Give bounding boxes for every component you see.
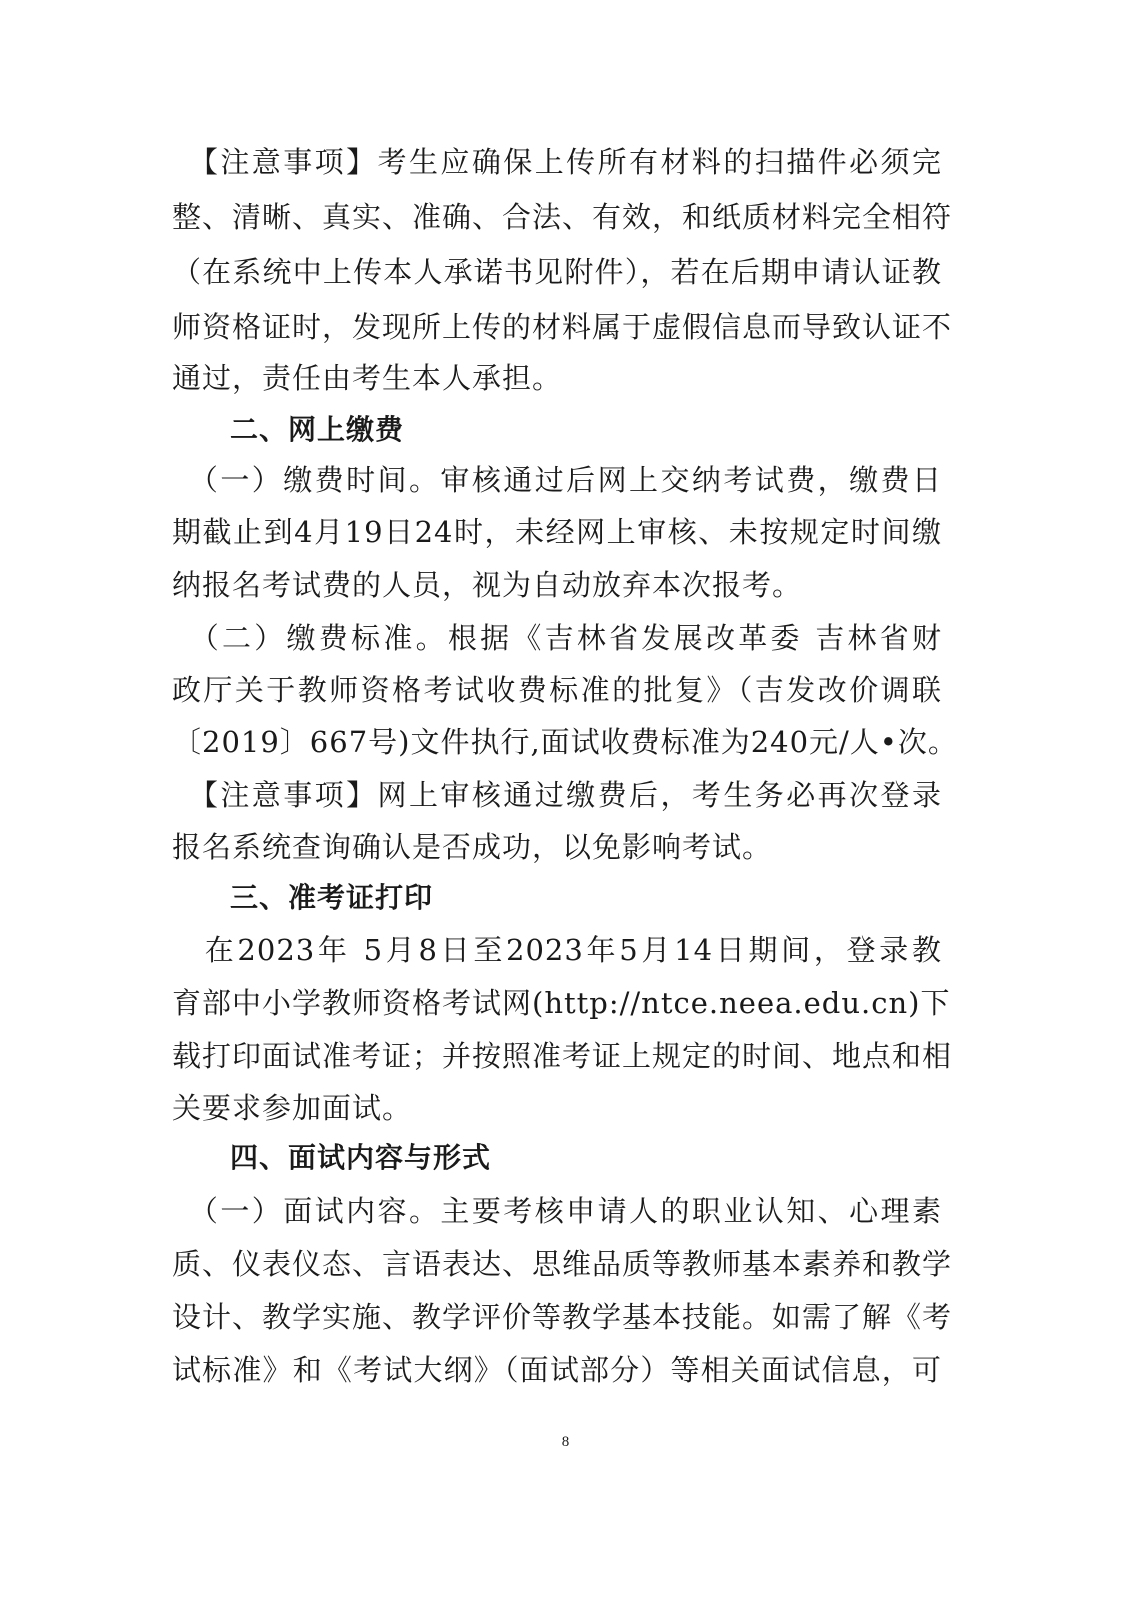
paragraph-line: 育部中小学教师资格考试网(http://ntce.neea.edu.cn)下: [172, 986, 951, 1020]
paragraph-line: 政厅关于教师资格考试收费标准的批复》（吉发改价调联: [172, 673, 942, 707]
paragraph-line: 关要求参加面试。: [172, 1091, 413, 1125]
section-heading-online-payment: 二、网上缴费: [230, 413, 405, 446]
section-heading-interview-content: 四、面试内容与形式: [230, 1141, 492, 1174]
paragraph-line: 师资格证时，发现所上传的材料属于虚假信息而导致认证不: [172, 310, 953, 344]
paragraph-line: 〔2019〕667号)文件执行,面试收费标准为240元/人•次。: [172, 725, 958, 759]
paragraph-line: 整、清晰、真实、准确、合法、有效，和纸质材料完全相符: [172, 200, 953, 234]
paragraph-line: 质、仪表仪态、言语表达、思维品质等教师基本素养和教学: [172, 1247, 953, 1281]
page-number: 8: [561, 1434, 570, 1450]
paragraph-line: 在2023年 5月8日至2023年5月14日期间，登录教: [172, 933, 942, 967]
paragraph-line: 纳报名考试费的人员，视为自动放弃本次报考。: [172, 568, 803, 602]
paragraph-line: 载打印面试准考证；并按照准考证上规定的时间、地点和相: [172, 1039, 953, 1073]
paragraph-line: 【注意事项】考生应确保上传所有材料的扫描件必须完: [172, 145, 942, 179]
section-heading-admission-ticket: 三、准考证打印: [230, 881, 434, 914]
paragraph-line: （在系统中上传本人承诺书见附件），若在后期申请认证教: [172, 255, 942, 289]
paragraph-line: 设计、教学实施、教学评价等教学基本技能。如需了解《考: [172, 1300, 953, 1334]
paragraph-line: （二）缴费标准。根据《吉林省发展改革委 吉林省财: [172, 621, 942, 655]
paragraph-line: 期截止到4月19日24时，未经网上审核、未按规定时间缴: [172, 515, 942, 549]
paragraph-line: （一）面试内容。主要考核申请人的职业认知、心理素: [172, 1194, 942, 1228]
paragraph-line: 【注意事项】网上审核通过缴费后，考生务必再次登录: [172, 778, 942, 812]
paragraph-line: （一）缴费时间。审核通过后网上交纳考试费，缴费日: [172, 463, 942, 497]
paragraph-line: 通过，责任由考生本人承担。: [172, 361, 563, 395]
paragraph-line: 报名系统查询确认是否成功，以免影响考试。: [172, 830, 773, 864]
paragraph-line: 试标准》和《考试大纲》（面试部分）等相关面试信息，可: [172, 1353, 942, 1387]
